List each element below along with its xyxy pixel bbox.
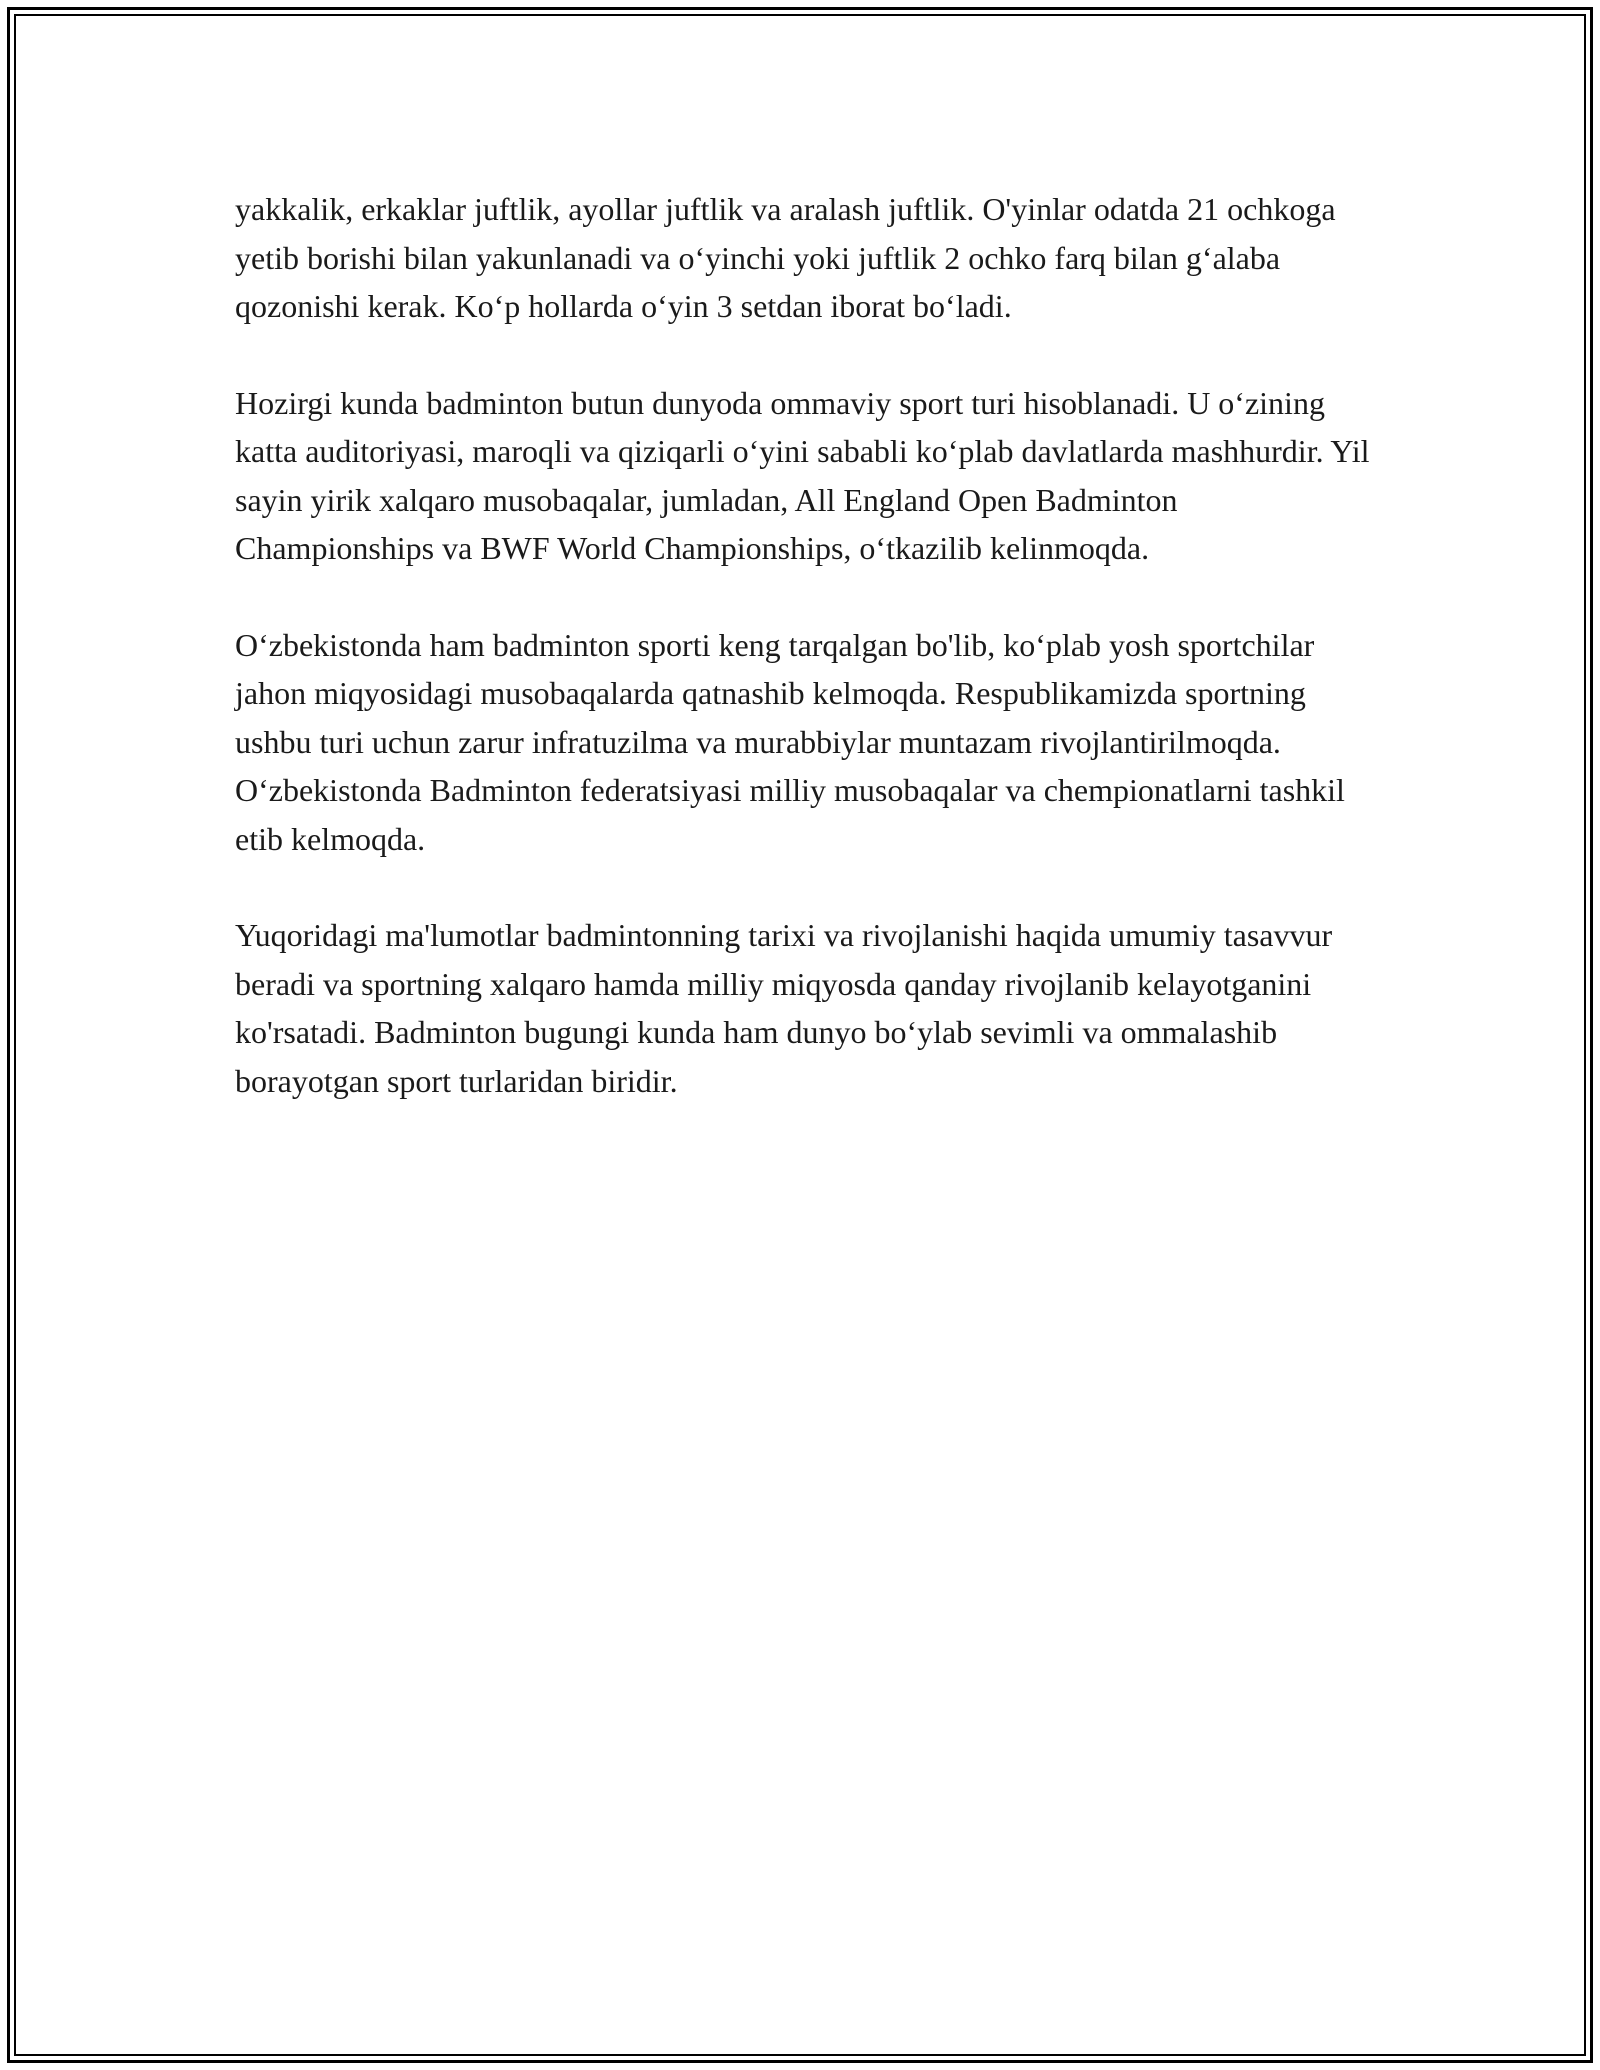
- paragraph-conclusion: Yuqoridagi ma'lumotlar badmintonning tarixi va rivojlanishi haqida umumiy tasavvur beradi va sportning xalqaro hamda milliy miqyosda qanday rivojlanib kelayotganini ko'rsatadi. Badminton bugungi kunda ham dunyo bo‘ylab sevimli va ommalashib borayotgan sport turlaridan biridir.: [235, 917, 1333, 1099]
- paragraph-global-popularity: Hozirgi kunda badminton butun dunyoda ommaviy sport turi hisoblanadi. U o‘zining katta auditoriyasi, maroqli va qiziqarli o‘yini sababli ko‘plab davlatlarda mashhurdir. Yil sayin yirik xalqaro musobaqalar, jumladan, All England Open Badminton Championships va BWF World Championships, o‘tkazilib kelinmoqda.: [235, 384, 1370, 566]
- document-body: [235, 185, 1375, 1153]
- paragraph-game-rules: yakkalik, erkaklar juftlik, ayollar juftlik va aralash juftlik. O'yinlar odatda 21 ochkoga yetib borishi bilan yakunlanadi va o‘yinchi yoki juftlik 2 ochko farq bilan g‘alaba qozonishi kerak. Ko‘p hollarda o‘yin 3 setdan iborat bo‘ladi.: [235, 191, 1336, 324]
- paragraph-uzbekistan: O‘zbekistonda ham badminton sporti keng tarqalgan bo'lib, ko‘plab yosh sportchilar jahon miqyosidagi musobaqalarda qatnashib kelmoqda. Respublikamizda sportning ushbu turi uchun zarur infratuzilma va murabbiylar muntazam rivojlantirilmoqda. O‘zbekistonda Badminton federatsiyasi milliy musobaqalar va chempionatlarni tashkil etib kelmoqda.: [235, 626, 1345, 857]
